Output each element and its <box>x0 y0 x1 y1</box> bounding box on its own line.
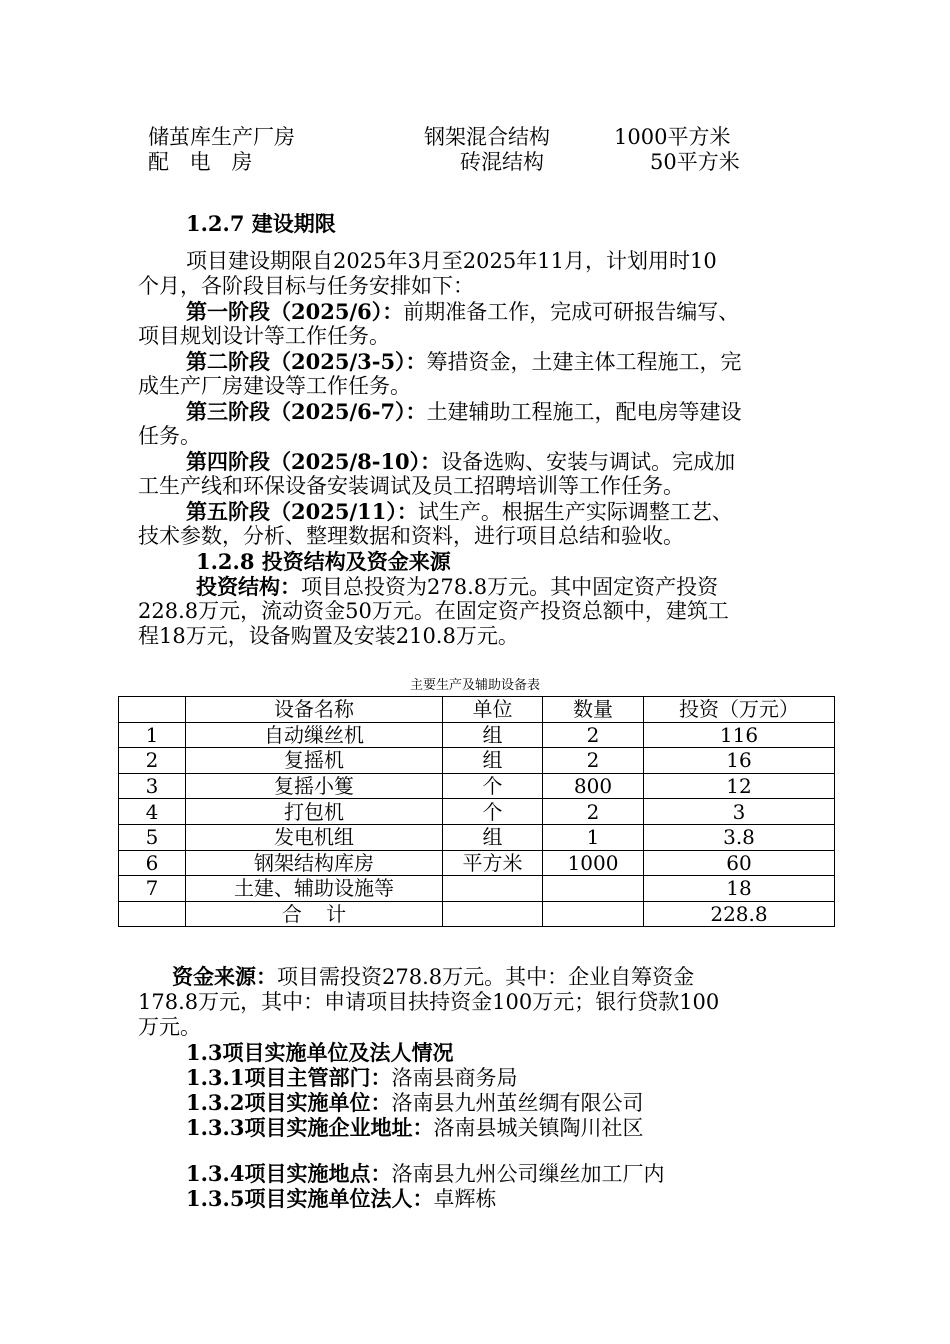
phase-2-cont: 成生产厂房建设等工作任务。 <box>138 374 411 398</box>
table-cell: 平方米 <box>443 850 543 876</box>
table-cell <box>443 876 543 902</box>
phase-3-label: 第三阶段（2025/6-7）： <box>186 399 427 424</box>
phase-2-label: 第二阶段（2025/3-5）： <box>186 349 427 374</box>
phase-1-cont: 项目规划设计等工作任务。 <box>138 324 390 348</box>
building-name: 配 电 房 <box>148 150 253 174</box>
item-131 <box>186 1065 517 1091</box>
table-cell: 16 <box>644 748 835 774</box>
header-cell <box>119 697 186 723</box>
paragraph-line: 178.8万元，其中：申请项目扶持资金100万元；银行贷款100 <box>138 990 720 1014</box>
table-cell: 4 <box>119 799 186 825</box>
item-label: 1.3.5项目实施单位法人： <box>186 1186 434 1211</box>
table-cell: 6 <box>119 850 186 876</box>
item-label: 1.3.1项目主管部门： <box>186 1065 392 1090</box>
table-cell <box>443 901 543 927</box>
table-cell: 复摇小篗 <box>186 773 443 799</box>
table-total-row <box>119 901 835 927</box>
table-cell: 3.8 <box>644 824 835 850</box>
table-row <box>119 722 835 748</box>
item-134 <box>186 1161 664 1187</box>
item-135 <box>186 1186 496 1212</box>
table-cell: 1 <box>119 722 186 748</box>
table-cell: 组 <box>443 722 543 748</box>
table-cell: 1 <box>543 824 644 850</box>
funds-label: 资金来源： <box>172 964 277 989</box>
paragraph-line: 程18万元，设备购置及安装210.8万元。 <box>138 624 519 648</box>
item-value: 洛南县九州茧丝绸有限公司 <box>391 1091 644 1115</box>
header-cell: 投资（万元） <box>644 697 835 723</box>
table-cell: 800 <box>543 773 644 799</box>
building-area: 50平方米 <box>650 150 740 174</box>
table-cell: 7 <box>119 876 186 902</box>
invest-structure-label: 投资结构： <box>196 574 301 599</box>
table-cell: 土建、辅助设施等 <box>186 876 443 902</box>
total-label: 合 计 <box>186 901 443 927</box>
table-cell: 打包机 <box>186 799 443 825</box>
table-cell: 自动缫丝机 <box>186 722 443 748</box>
table-row <box>119 748 835 774</box>
table-cell: 组 <box>443 824 543 850</box>
phase-2-line <box>186 349 742 375</box>
table-cell: 5 <box>119 824 186 850</box>
item-value: 卓辉栋 <box>433 1187 497 1211</box>
paragraph-line: 个月，各阶段目标与任务安排如下： <box>138 274 474 298</box>
table-cell: 2 <box>119 748 186 774</box>
phase-5-line <box>186 499 733 525</box>
table-cell: 2 <box>543 722 644 748</box>
item-value: 洛南县城关镇陶川社区 <box>433 1116 644 1140</box>
item-label: 1.3.4项目实施地点： <box>186 1161 392 1186</box>
table-cell: 3 <box>644 799 835 825</box>
table-cell: 个 <box>443 799 543 825</box>
invest-structure-line <box>196 574 718 600</box>
phase-3-text: 土建辅助工程施工，配电房等建设 <box>426 400 742 424</box>
table-cell: 组 <box>443 748 543 774</box>
building-name: 储茧库生产厂房 <box>148 125 295 149</box>
phase-1-line <box>186 299 739 325</box>
item-label: 1.3.2项目实施单位： <box>186 1090 392 1115</box>
table-cell: 3 <box>119 773 186 799</box>
header-cell: 数量 <box>543 697 644 723</box>
phase-1-label: 第一阶段（2025/6）： <box>186 299 404 324</box>
table-row <box>119 876 835 902</box>
building-structure: 钢架混合结构 <box>424 125 550 149</box>
paragraph-line: 万元。 <box>138 1015 201 1039</box>
equipment-table <box>118 696 835 927</box>
building-area: 1000平方米 <box>614 125 731 149</box>
item-132 <box>186 1090 643 1116</box>
phase-4-cont: 工生产线和环保设备安装调试及员工招聘培训等工作任务。 <box>138 474 684 498</box>
phase-2-text: 筹措资金，土建主体工程施工，完 <box>426 350 742 374</box>
table-cell <box>543 901 644 927</box>
phase-1-text: 前期准备工作，完成可研报告编写、 <box>403 300 740 324</box>
phase-5-text: 试生产。根据生产实际调整工艺、 <box>417 500 733 524</box>
phase-3-cont: 任务。 <box>138 424 201 448</box>
phase-3-line <box>186 399 742 425</box>
table-row <box>119 824 835 850</box>
table-cell: 发电机组 <box>186 824 443 850</box>
table-cell: 2 <box>543 748 644 774</box>
paragraph-line: 228.8万元，流动资金50万元。在固定资产投资总额中，建筑工 <box>138 599 729 623</box>
table-caption: 主要生产及辅助设备表 <box>409 678 540 693</box>
table-row <box>119 773 835 799</box>
section-heading-13: 1.3项目实施单位及法人情况 <box>186 1040 454 1065</box>
table-cell: 2 <box>543 799 644 825</box>
paragraph-line: 项目建设期限自2025年3月至2025年11月，计划用时10 <box>186 249 717 273</box>
header-cell: 设备名称 <box>186 697 443 723</box>
phase-5-cont: 技术参数，分析、整理数据和资料，进行项目总结和验收。 <box>138 524 684 548</box>
phase-4-line <box>186 449 735 475</box>
table-cell: 116 <box>644 722 835 748</box>
section-heading-128: 1.2.8 投资结构及资金来源 <box>196 549 451 574</box>
invest-structure-text: 项目总投资为278.8万元。其中固定资产投资 <box>301 575 719 599</box>
phase-4-label: 第四阶段（2025/8-10）： <box>186 449 442 474</box>
total-value: 228.8 <box>644 901 835 927</box>
section-heading-127: 1.2.7 建设期限 <box>186 211 336 236</box>
table-cell: 12 <box>644 773 835 799</box>
building-structure: 砖混结构 <box>460 150 544 174</box>
table-row <box>119 850 835 876</box>
table-header-row <box>119 697 835 723</box>
table-cell: 18 <box>644 876 835 902</box>
header-cell: 单位 <box>443 697 543 723</box>
item-value: 洛南县商务局 <box>391 1066 518 1090</box>
table-cell: 60 <box>644 850 835 876</box>
funds-line <box>172 964 694 990</box>
table-cell <box>119 901 186 927</box>
item-value: 洛南县九州公司缫丝加工厂内 <box>391 1162 665 1186</box>
table-row <box>119 799 835 825</box>
phase-5-label: 第五阶段（2025/11）： <box>186 499 418 524</box>
phase-4-text: 设备选购、安装与调试。完成加 <box>441 450 736 474</box>
item-133 <box>186 1115 643 1141</box>
table-cell: 个 <box>443 773 543 799</box>
table-cell <box>543 876 644 902</box>
item-label: 1.3.3项目实施企业地址： <box>186 1115 434 1140</box>
table-cell: 钢架结构库房 <box>186 850 443 876</box>
table-cell: 复摇机 <box>186 748 443 774</box>
table-cell: 1000 <box>543 850 644 876</box>
funds-text: 项目需投资278.8万元。其中：企业自筹资金 <box>277 965 695 989</box>
